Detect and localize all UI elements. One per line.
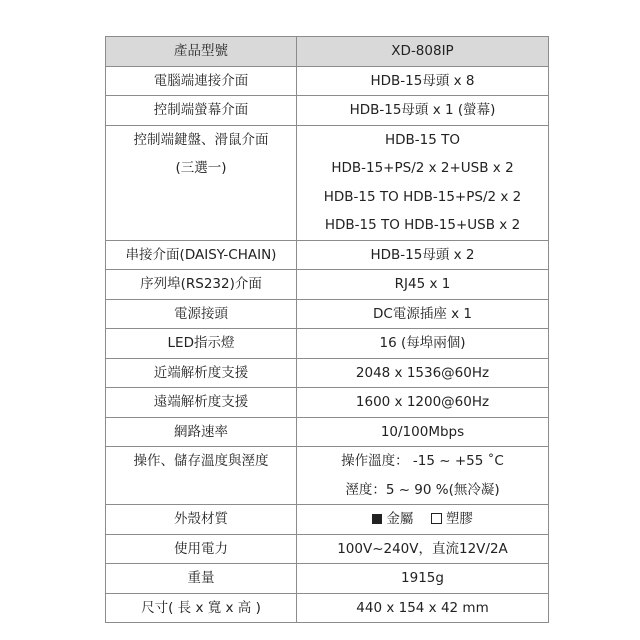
filled-square-icon <box>372 514 382 524</box>
table-row <box>106 534 549 564</box>
table-row <box>106 358 549 388</box>
row-value-line: 操作溫度： -15 ~ +55 ˚C <box>341 453 504 469</box>
row-value: DC電源插座 x 1 <box>297 299 549 329</box>
row-value: 440 x 154 x 42 mm <box>297 593 549 623</box>
row-value-line: 溼度：5 ~ 90 %(無冷凝) <box>345 481 500 498</box>
row-label <box>106 447 297 505</box>
row-label: 控制端螢幕介面 <box>106 96 297 126</box>
table-row <box>106 299 549 329</box>
table-row <box>106 505 549 535</box>
row-value: HDB-15母頭 x 8 <box>297 66 549 96</box>
row-label: 尺寸( 長 x 寬 x 高 ) <box>106 593 297 623</box>
row-label: 近端解析度支援 <box>106 358 297 388</box>
row-label: 外殼材質 <box>106 505 297 535</box>
row-value: HDB-15母頭 x 2 <box>297 240 549 270</box>
row-value: HDB-15母頭 x 1 (螢幕) <box>297 96 549 126</box>
header-label: 產品型號 <box>106 37 297 67</box>
spec-table <box>105 36 549 623</box>
option-plastic: 塑膠 <box>445 511 473 527</box>
row-label: LED指示燈 <box>106 329 297 359</box>
option-metal: 金屬 <box>386 511 414 527</box>
row-label: 網路速率 <box>106 417 297 447</box>
row-value-line: HDB-15 TO HDB-15+USB x 2 <box>324 217 521 233</box>
row-value: RJ45 x 1 <box>297 270 549 300</box>
row-value: 10/100Mbps <box>297 417 549 447</box>
row-value <box>297 505 549 535</box>
row-label-line: (三選一) <box>175 160 227 176</box>
row-value: 16 (每埠兩個) <box>297 329 549 359</box>
row-label-line: 控制端鍵盤、滑鼠介面 <box>133 131 269 148</box>
header-value: XD-808IP <box>297 37 549 67</box>
row-value <box>297 447 549 505</box>
row-label: 串接介面(DAISY-CHAIN) <box>106 240 297 270</box>
row-value: 2048 x 1536@60Hz <box>297 358 549 388</box>
row-value-line: HDB-15+PS/2 x 2+USB x 2 <box>331 160 514 176</box>
table-row <box>106 270 549 300</box>
table-row <box>106 388 549 418</box>
table-row <box>106 240 549 270</box>
row-value-line: HDB-15 TO HDB-15+PS/2 x 2 <box>323 188 522 205</box>
table-row <box>106 329 549 359</box>
row-value: 1915g <box>297 564 549 594</box>
table-row <box>106 593 549 623</box>
row-value <box>297 125 549 240</box>
row-label: 序列埠(RS232)介面 <box>106 270 297 300</box>
row-value: 100V~240V，直流12V/2A <box>297 534 549 564</box>
table-header-row <box>106 37 549 67</box>
row-label: 電源接頭 <box>106 299 297 329</box>
row-label-line: 操作、儲存溫度與溼度 <box>133 453 269 469</box>
row-label <box>106 125 297 240</box>
table-row <box>106 125 549 240</box>
row-value: 1600 x 1200@60Hz <box>297 388 549 418</box>
row-label: 電腦端連接介面 <box>106 66 297 96</box>
table-row <box>106 417 549 447</box>
row-label: 重量 <box>106 564 297 594</box>
table-row <box>106 447 549 505</box>
row-label: 遠端解析度支援 <box>106 388 297 418</box>
table-row <box>106 96 549 126</box>
row-value-line: HDB-15 TO <box>384 131 461 148</box>
empty-square-icon <box>431 513 442 524</box>
table-row <box>106 66 549 96</box>
row-label: 使用電力 <box>106 534 297 564</box>
table-row <box>106 564 549 594</box>
